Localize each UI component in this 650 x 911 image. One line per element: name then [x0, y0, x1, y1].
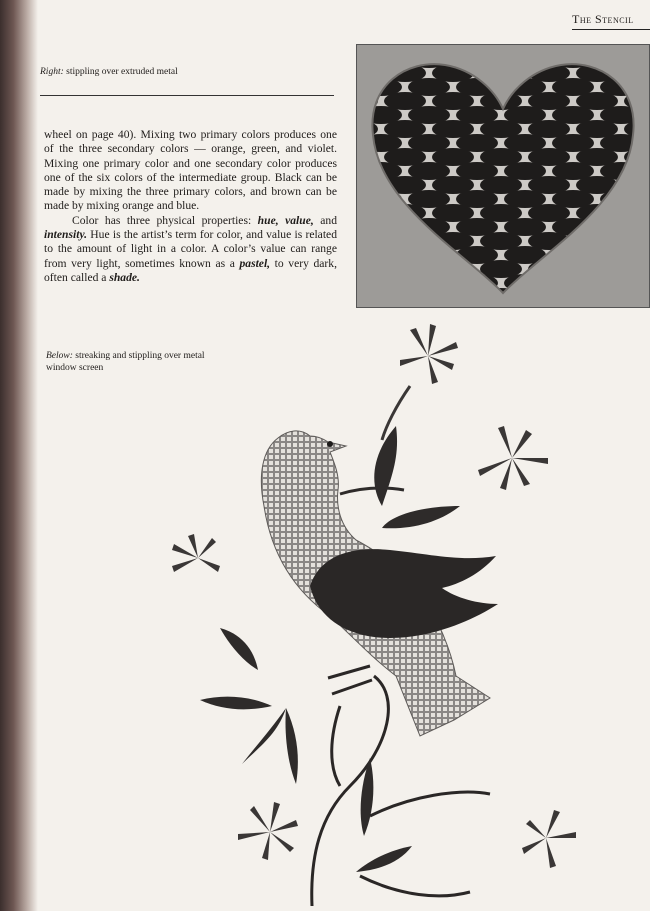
- bird-eye: [327, 441, 333, 447]
- term-pastel: pastel,: [239, 256, 271, 270]
- heart-stencil-image: [357, 45, 649, 307]
- term-hue: hue,: [257, 213, 279, 227]
- text-run: Hue is the artist’s term for color, and value is related to the amount of light in a color. A color’s value can range from very light, sometimes known as a: [44, 228, 337, 270]
- text-run: Color has three physical properties:: [72, 213, 258, 227]
- caption-right-lead: Right:: [40, 67, 64, 77]
- caption-divider: [40, 95, 334, 96]
- term-value: value,: [285, 213, 314, 227]
- term-intensity: intensity.: [44, 228, 88, 242]
- flower-right: [478, 426, 548, 490]
- paragraph-1: wheel on page 40). Mixing two primary colors produces one of the three secondary colors — orange, green, and violet. Mixing one primary color and one secondary color produces one of the six colors of the intermediate group. Black can be made by mixing the three primary colors, and brown can be made by mixing orange and blue.: [44, 128, 337, 213]
- caption-right: [40, 66, 330, 78]
- flower-left: [172, 534, 220, 572]
- heart-stencil-photo: [356, 44, 650, 308]
- flower-bottom-right: [522, 810, 576, 868]
- running-head: The Stencil: [572, 12, 650, 30]
- flower-top: [400, 324, 458, 384]
- bird-wing: [310, 549, 498, 638]
- caption-below-lead: Below:: [46, 351, 73, 361]
- text-run: and: [313, 213, 337, 227]
- bird-stencil-illustration: [160, 316, 580, 911]
- caption-right-text: stippling over extruded metal: [63, 67, 178, 77]
- flower-bottom-left: [238, 802, 298, 860]
- term-shade: shade.: [109, 270, 140, 284]
- caption-below-text: streaking and stippling over metal window screen: [46, 351, 205, 373]
- text-run: to very dark, often called a: [44, 256, 337, 284]
- paragraph-2: [44, 214, 337, 285]
- body-text: [44, 128, 337, 285]
- book-gutter-shadow: [0, 0, 38, 911]
